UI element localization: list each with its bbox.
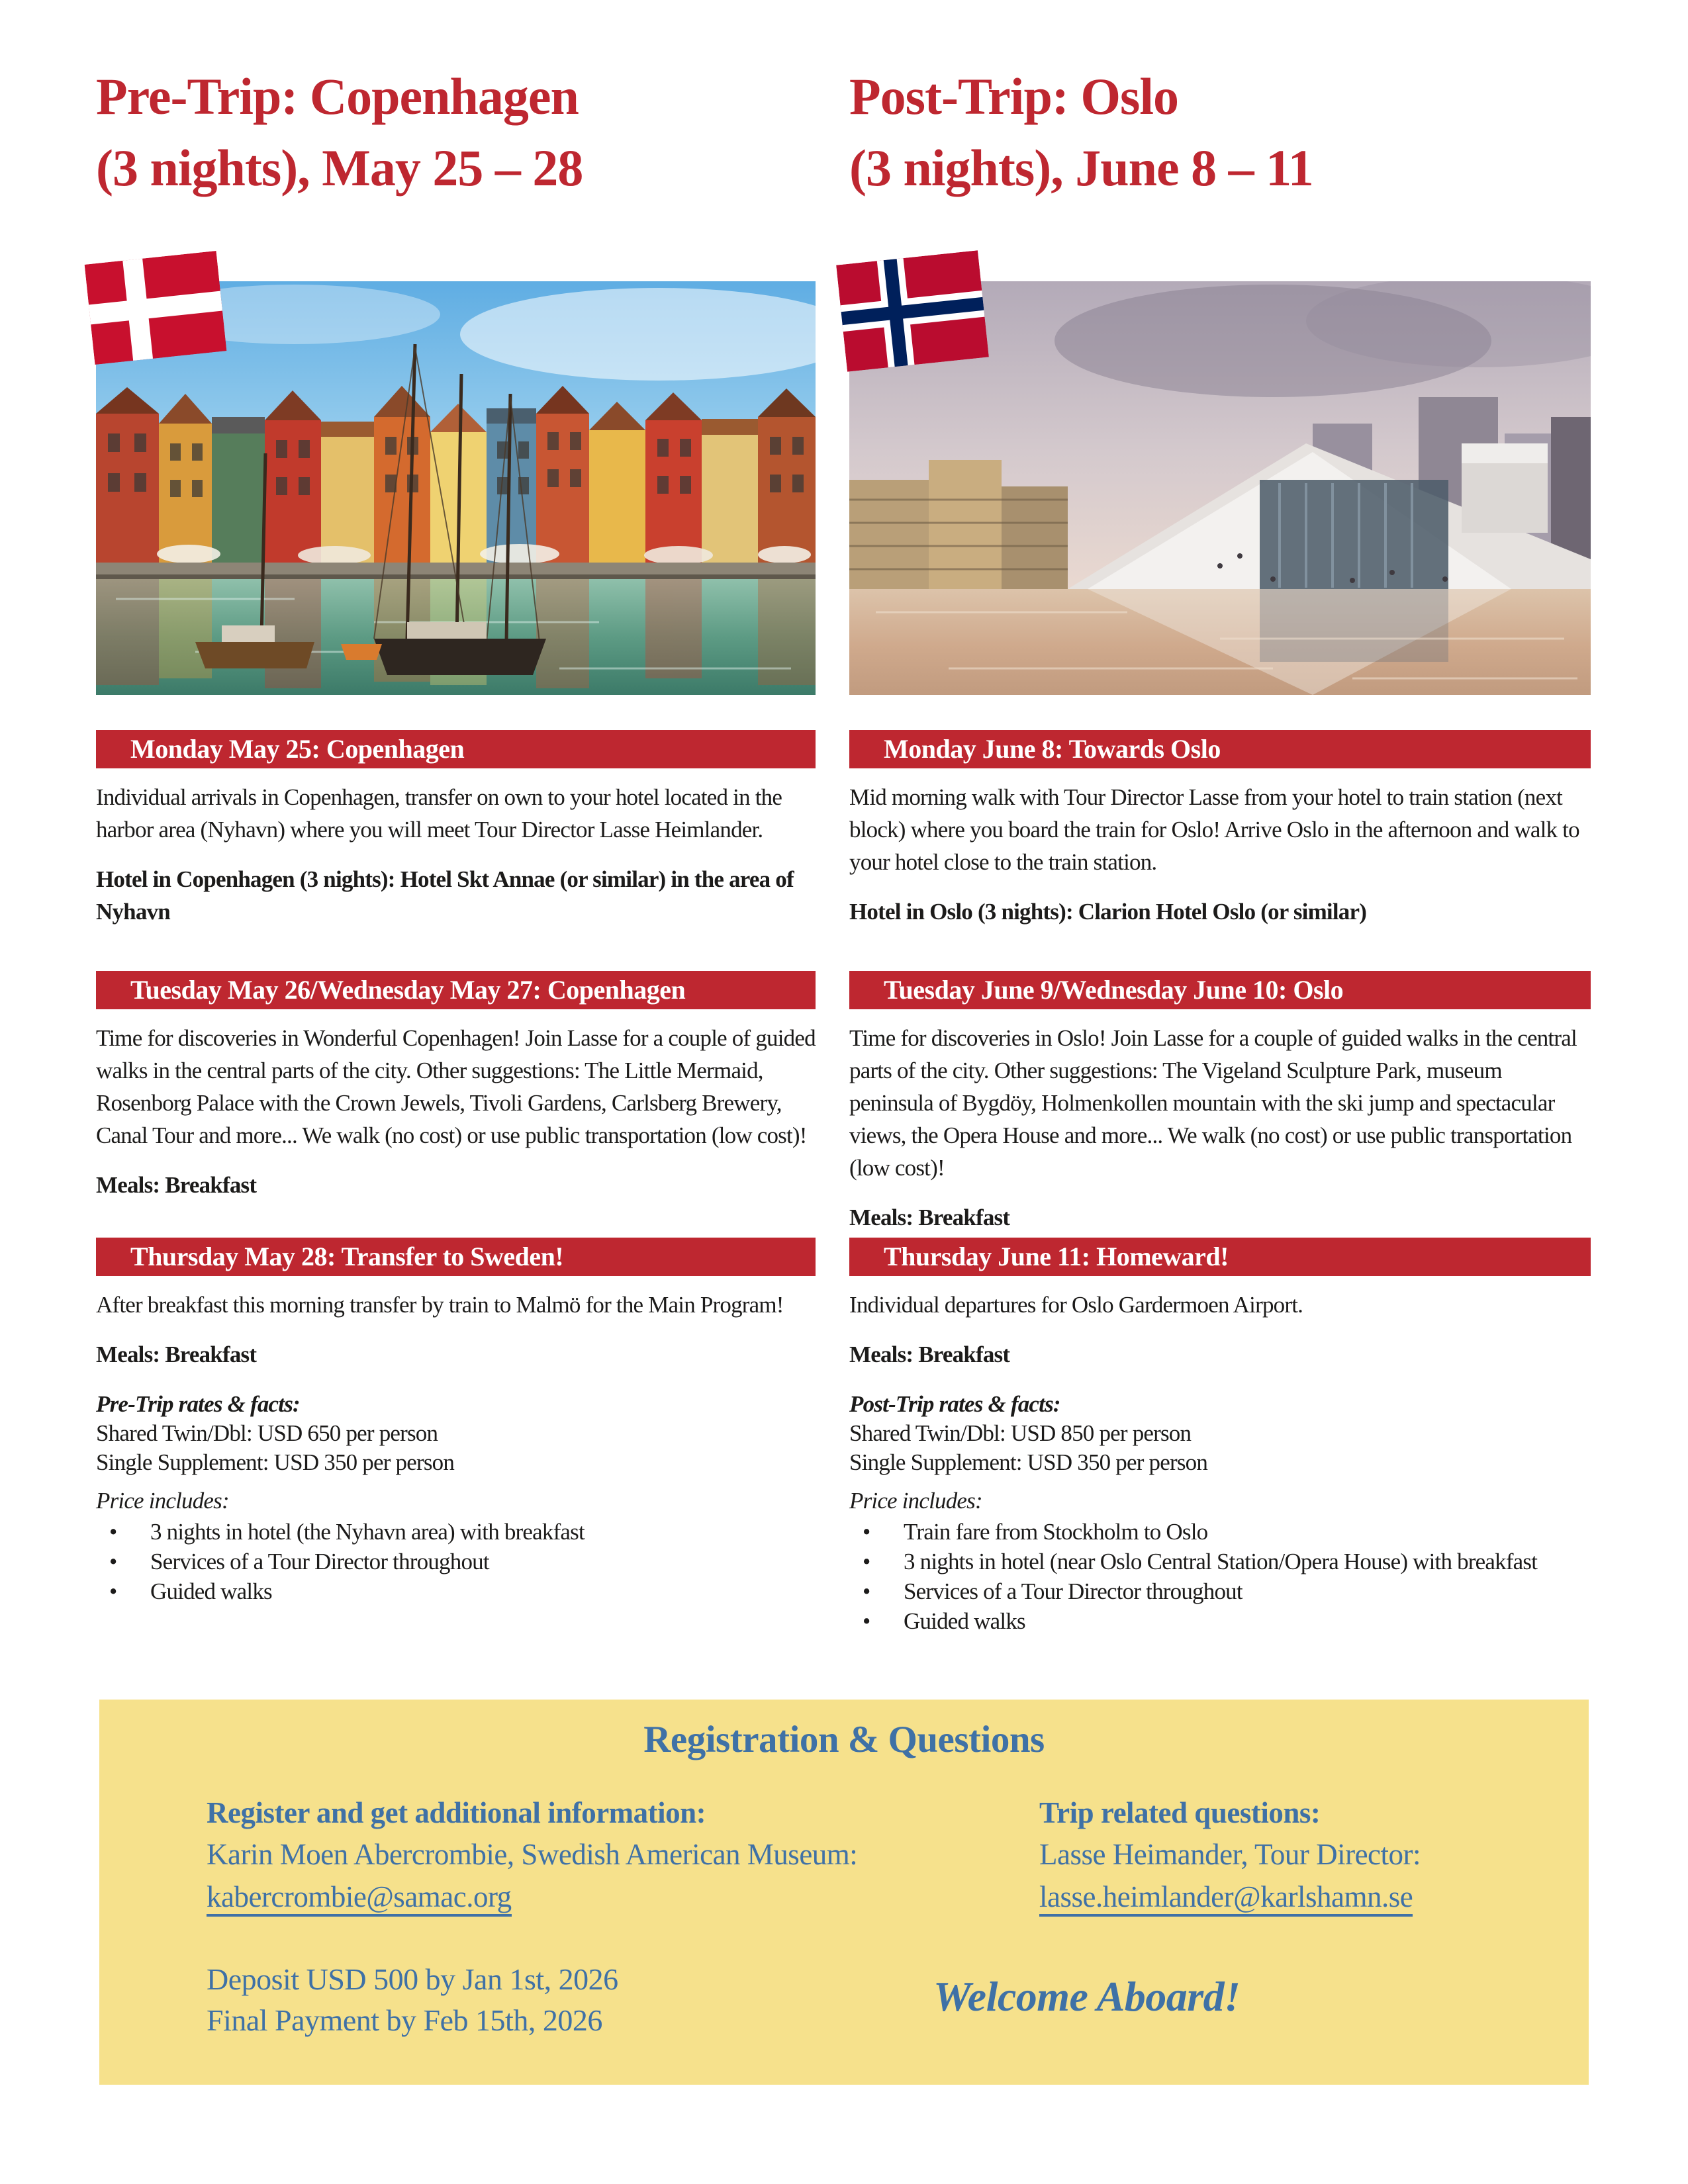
list-item: • 3 nights in hotel (near Oslo Central Station/Opera House) with breakfast: [849, 1547, 1591, 1576]
final-payment-line: Final Payment by Feb 15th, 2026: [207, 2003, 602, 2037]
denmark-flag: [85, 251, 227, 365]
posttrip-day3-heading: Thursday June 11: Homeward!: [849, 1238, 1591, 1276]
pretrip-rate-twin: Shared Twin/Dbl: USD 650 per person: [96, 1420, 438, 1446]
questions-contact-block: [1039, 1792, 1556, 1918]
posttrip-day3-body: [849, 1289, 1591, 1388]
pretrip-day1-hotel: Hotel in Copenhagen (3 nights): Hotel Skt Annae (or similar) in the area of Nyhavn: [96, 866, 794, 925]
list-item: • Guided walks: [849, 1606, 1591, 1636]
posttrip-rate-twin: Shared Twin/Dbl: USD 850 per person: [849, 1420, 1192, 1446]
questions-heading: Trip related questions:: [1039, 1796, 1321, 1829]
pretrip-day3-meals: Meals: Breakfast: [96, 1342, 257, 1367]
registration-contact-block: [207, 1792, 988, 1918]
posttrip-day2-heading: Tuesday June 9/Wednesday June 10: Oslo: [849, 971, 1591, 1009]
payment-block: [207, 1959, 618, 2041]
posttrip-day1-heading: Monday June 8: Towards Oslo: [849, 730, 1591, 768]
posttrip-rates: [849, 1390, 1591, 1636]
pretrip-includes-heading: Price includes:: [96, 1488, 229, 1514]
list-item: • 3 nights in hotel (the Nyhavn area) with breakfast: [96, 1517, 816, 1547]
list-item: • Guided walks: [96, 1576, 816, 1606]
posttrip-title-line1: Post-Trip: Oslo: [849, 68, 1179, 125]
register-contact-line: Karin Moen Abercrombie, Swedish American Museum:: [207, 1838, 858, 1871]
posttrip-includes-list: [849, 1517, 1591, 1636]
posttrip-day1-body: [849, 781, 1591, 945]
posttrip-day2-meals: Meals: Breakfast: [849, 1205, 1010, 1230]
posttrip-title-line2: (3 nights), June 8 – 11: [849, 139, 1313, 197]
posttrip-title: [849, 61, 1591, 204]
list-item: • Train fare from Stockholm to Oslo: [849, 1517, 1591, 1547]
pretrip-includes-list: [96, 1517, 816, 1606]
welcome-aboard-text: Welcome Aboard!: [933, 1973, 1241, 2020]
list-item: • Services of a Tour Director throughout: [96, 1547, 816, 1576]
oslo-photo: [849, 281, 1591, 695]
registration-panel: [99, 1700, 1589, 2085]
posttrip-day3-meals: Meals: Breakfast: [849, 1342, 1010, 1367]
register-heading: Register and get additional information:: [207, 1796, 706, 1829]
pretrip-day3-text: After breakfast this morning transfer by train to Malmö for the Main Program!: [96, 1292, 784, 1318]
list-item: • Services of a Tour Director throughout: [849, 1576, 1591, 1606]
pretrip-day2-body: [96, 1022, 816, 1218]
pretrip-title-line1: Pre-Trip: Copenhagen: [96, 68, 579, 125]
posttrip-rate-single: Single Supplement: USD 350 per person: [849, 1449, 1208, 1475]
posttrip-day3-text: Individual departures for Oslo Gardermoen Airport.: [849, 1292, 1303, 1318]
pretrip-day3-heading: Thursday May 28: Transfer to Sweden!: [96, 1238, 816, 1276]
register-email-link[interactable]: kabercrombie@samac.org: [207, 1881, 512, 1917]
questions-contact-line: Lasse Heimander, Tour Director:: [1039, 1838, 1421, 1871]
posttrip-rates-heading: Post-Trip rates & facts:: [849, 1391, 1060, 1417]
pretrip-rates: [96, 1390, 816, 1606]
registration-title: Registration & Questions: [643, 1719, 1045, 1760]
questions-email-link[interactable]: lasse.heimlander@karlshamn.se: [1039, 1881, 1413, 1917]
pretrip-day2-heading: Tuesday May 26/Wednesday May 27: Copenhagen: [96, 971, 816, 1009]
deposit-line: Deposit USD 500 by Jan 1st, 2026: [207, 1962, 618, 1996]
pretrip-day1-body: [96, 781, 816, 945]
norway-flag: [836, 250, 989, 372]
pretrip-day1-heading: Monday May 25: Copenhagen: [96, 730, 816, 768]
copenhagen-photo: [96, 281, 816, 695]
pretrip-title: [96, 61, 816, 204]
pretrip-day1-text: Individual arrivals in Copenhagen, transfer on own to your hotel located in the harbor area (Nyhavn) where you will meet Tour Director Lasse Heimlander.: [96, 784, 782, 842]
pretrip-title-line2: (3 nights), May 25 – 28: [96, 139, 583, 197]
pretrip-rate-single: Single Supplement: USD 350 per person: [96, 1449, 455, 1475]
posttrip-includes-heading: Price includes:: [849, 1488, 982, 1514]
pretrip-day3-body: [96, 1289, 816, 1388]
posttrip-day2-body: [849, 1022, 1591, 1251]
pretrip-rates-heading: Pre-Trip rates & facts:: [96, 1391, 300, 1417]
pretrip-day2-text: Time for discoveries in Wonderful Copenhagen! Join Lasse for a couple of guided walks in the central parts of the city. Other suggestions: The Little Mermaid, Rosenborg Palace with the Crown Jewels, Tivoli Gardens, Carlsberg Brewery, Canal Tour and more... We walk (no cost) or use public transportation (low cost)!: [96, 1025, 816, 1148]
posttrip-day1-hotel: Hotel in Oslo (3 nights): Clarion Hotel Oslo (or similar): [849, 899, 1367, 925]
posttrip-day1-text: Mid morning walk with Tour Director Lasse from your hotel to train station (next block) where you board the train for Oslo! Arrive Oslo in the afternoon and walk to your hotel close to the train station.: [849, 784, 1579, 875]
pretrip-day2-meals: Meals: Breakfast: [96, 1172, 257, 1198]
posttrip-day2-text: Time for discoveries in Oslo! Join Lasse for a couple of guided walks in the central parts of the city. Other suggestions: The Vigeland Sculpture Park, museum peninsula of Bygdöy, Holmenkollen mountain with the ski jump and spectacular views, the Opera House and more... We walk (no cost) or use public transportation (low cost)!: [849, 1025, 1577, 1181]
